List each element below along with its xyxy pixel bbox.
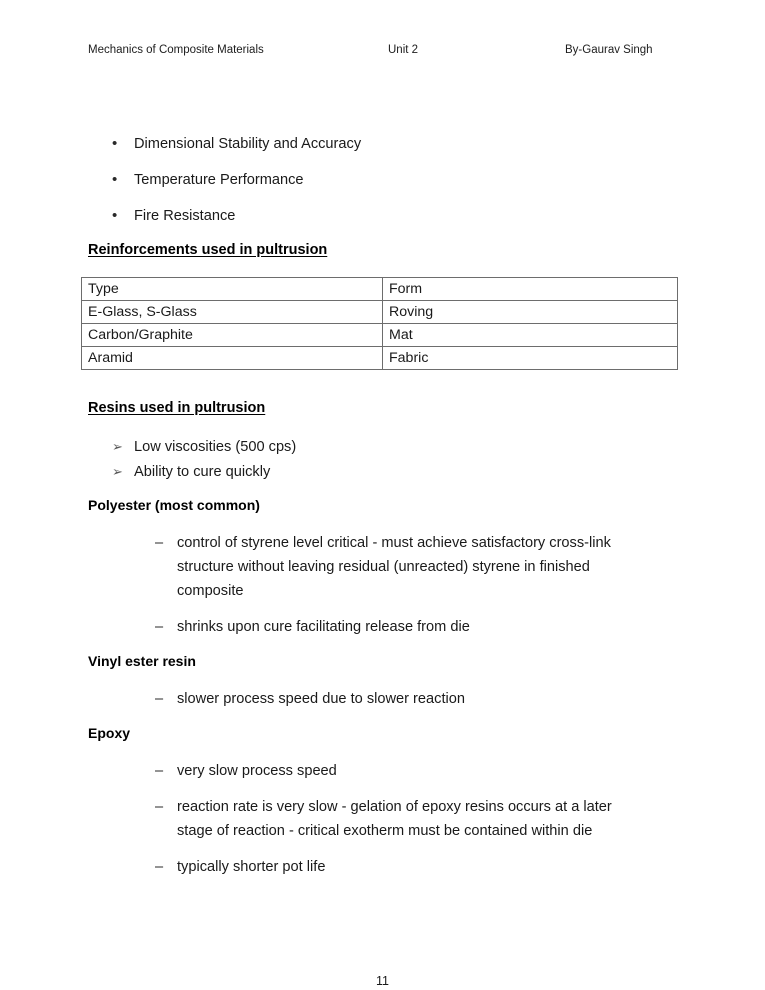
table-cell-form: Fabric bbox=[383, 347, 678, 370]
table-header-row bbox=[82, 278, 678, 301]
list-item-text: reaction rate is very slow - gelation of epoxy resins occurs at a later stage of reaction - critical exotherm must be contained within die bbox=[177, 799, 612, 839]
list-item bbox=[112, 204, 235, 228]
header-unit-label: Unit 2 bbox=[388, 44, 419, 56]
table-row bbox=[82, 324, 678, 347]
table-header-cell-form: Form bbox=[383, 278, 678, 301]
section-heading-reinforcements: Reinforcements used in pultrusion bbox=[88, 242, 328, 258]
list-item bbox=[112, 435, 296, 459]
header-author: By-Gaurav Singh bbox=[565, 44, 653, 56]
bullet-arrow-icon: ➢ bbox=[112, 439, 123, 454]
bullet-dash-icon: – bbox=[155, 799, 164, 815]
bullet-dash-icon: – bbox=[155, 691, 164, 707]
list-item-text: Dimensional Stability and Accuracy bbox=[134, 136, 362, 152]
list-item-text: Low viscosities (500 cps) bbox=[134, 439, 297, 455]
page-number: 11 bbox=[376, 974, 389, 988]
bullet-dash-icon: – bbox=[155, 535, 164, 551]
header-course-title: Mechanics of Composite Materials bbox=[88, 44, 264, 56]
bullet-arrow-icon: ➢ bbox=[112, 464, 123, 479]
bullet-dot-icon: • bbox=[112, 135, 118, 152]
subsection-heading-epoxy: Epoxy bbox=[88, 725, 131, 741]
list-item-text: very slow process speed bbox=[177, 763, 337, 779]
list-item-text: control of styrene level critical - must achieve satisfactory cross-link structure without leaving residual (unreacted) styrene in finished composite bbox=[177, 535, 611, 599]
list-item-text: shrinks upon cure facilitating release from die bbox=[177, 619, 470, 635]
table-cell-type: Aramid bbox=[82, 347, 383, 370]
table-row bbox=[82, 301, 678, 324]
list-item-text: slower process speed due to slower reaction bbox=[177, 691, 465, 707]
list-item bbox=[155, 687, 651, 711]
bullet-dot-icon: • bbox=[112, 171, 118, 188]
subsection-heading-vinyl-ester: Vinyl ester resin bbox=[88, 653, 196, 669]
bullet-dash-icon: – bbox=[155, 619, 164, 635]
list-item-text: typically shorter pot life bbox=[177, 859, 326, 875]
list-item-text: Fire Resistance bbox=[134, 208, 236, 224]
table-cell-type: Carbon/Graphite bbox=[82, 324, 383, 347]
list-item bbox=[155, 615, 651, 639]
table-row bbox=[82, 347, 678, 370]
table-cell-form: Mat bbox=[383, 324, 678, 347]
bullet-dash-icon: – bbox=[155, 763, 164, 779]
list-item bbox=[112, 132, 361, 156]
reinforcements-table bbox=[81, 277, 678, 370]
list-item-text: Ability to cure quickly bbox=[134, 464, 271, 480]
subsection-heading-polyester: Polyester (most common) bbox=[88, 497, 260, 513]
bullet-dash-icon: – bbox=[155, 859, 164, 875]
list-item bbox=[112, 168, 304, 192]
list-item bbox=[155, 531, 651, 603]
list-item bbox=[112, 460, 270, 484]
list-item bbox=[155, 855, 651, 879]
list-item-text: Temperature Performance bbox=[134, 172, 304, 188]
table-header-cell-type: Type bbox=[82, 278, 383, 301]
section-heading-resins: Resins used in pultrusion bbox=[88, 400, 266, 416]
bullet-dot-icon: • bbox=[112, 207, 118, 224]
list-item bbox=[155, 759, 651, 783]
list-item bbox=[155, 795, 651, 843]
table-cell-type: E-Glass, S-Glass bbox=[82, 301, 383, 324]
table-cell-form: Roving bbox=[383, 301, 678, 324]
document-running-header bbox=[88, 44, 688, 64]
